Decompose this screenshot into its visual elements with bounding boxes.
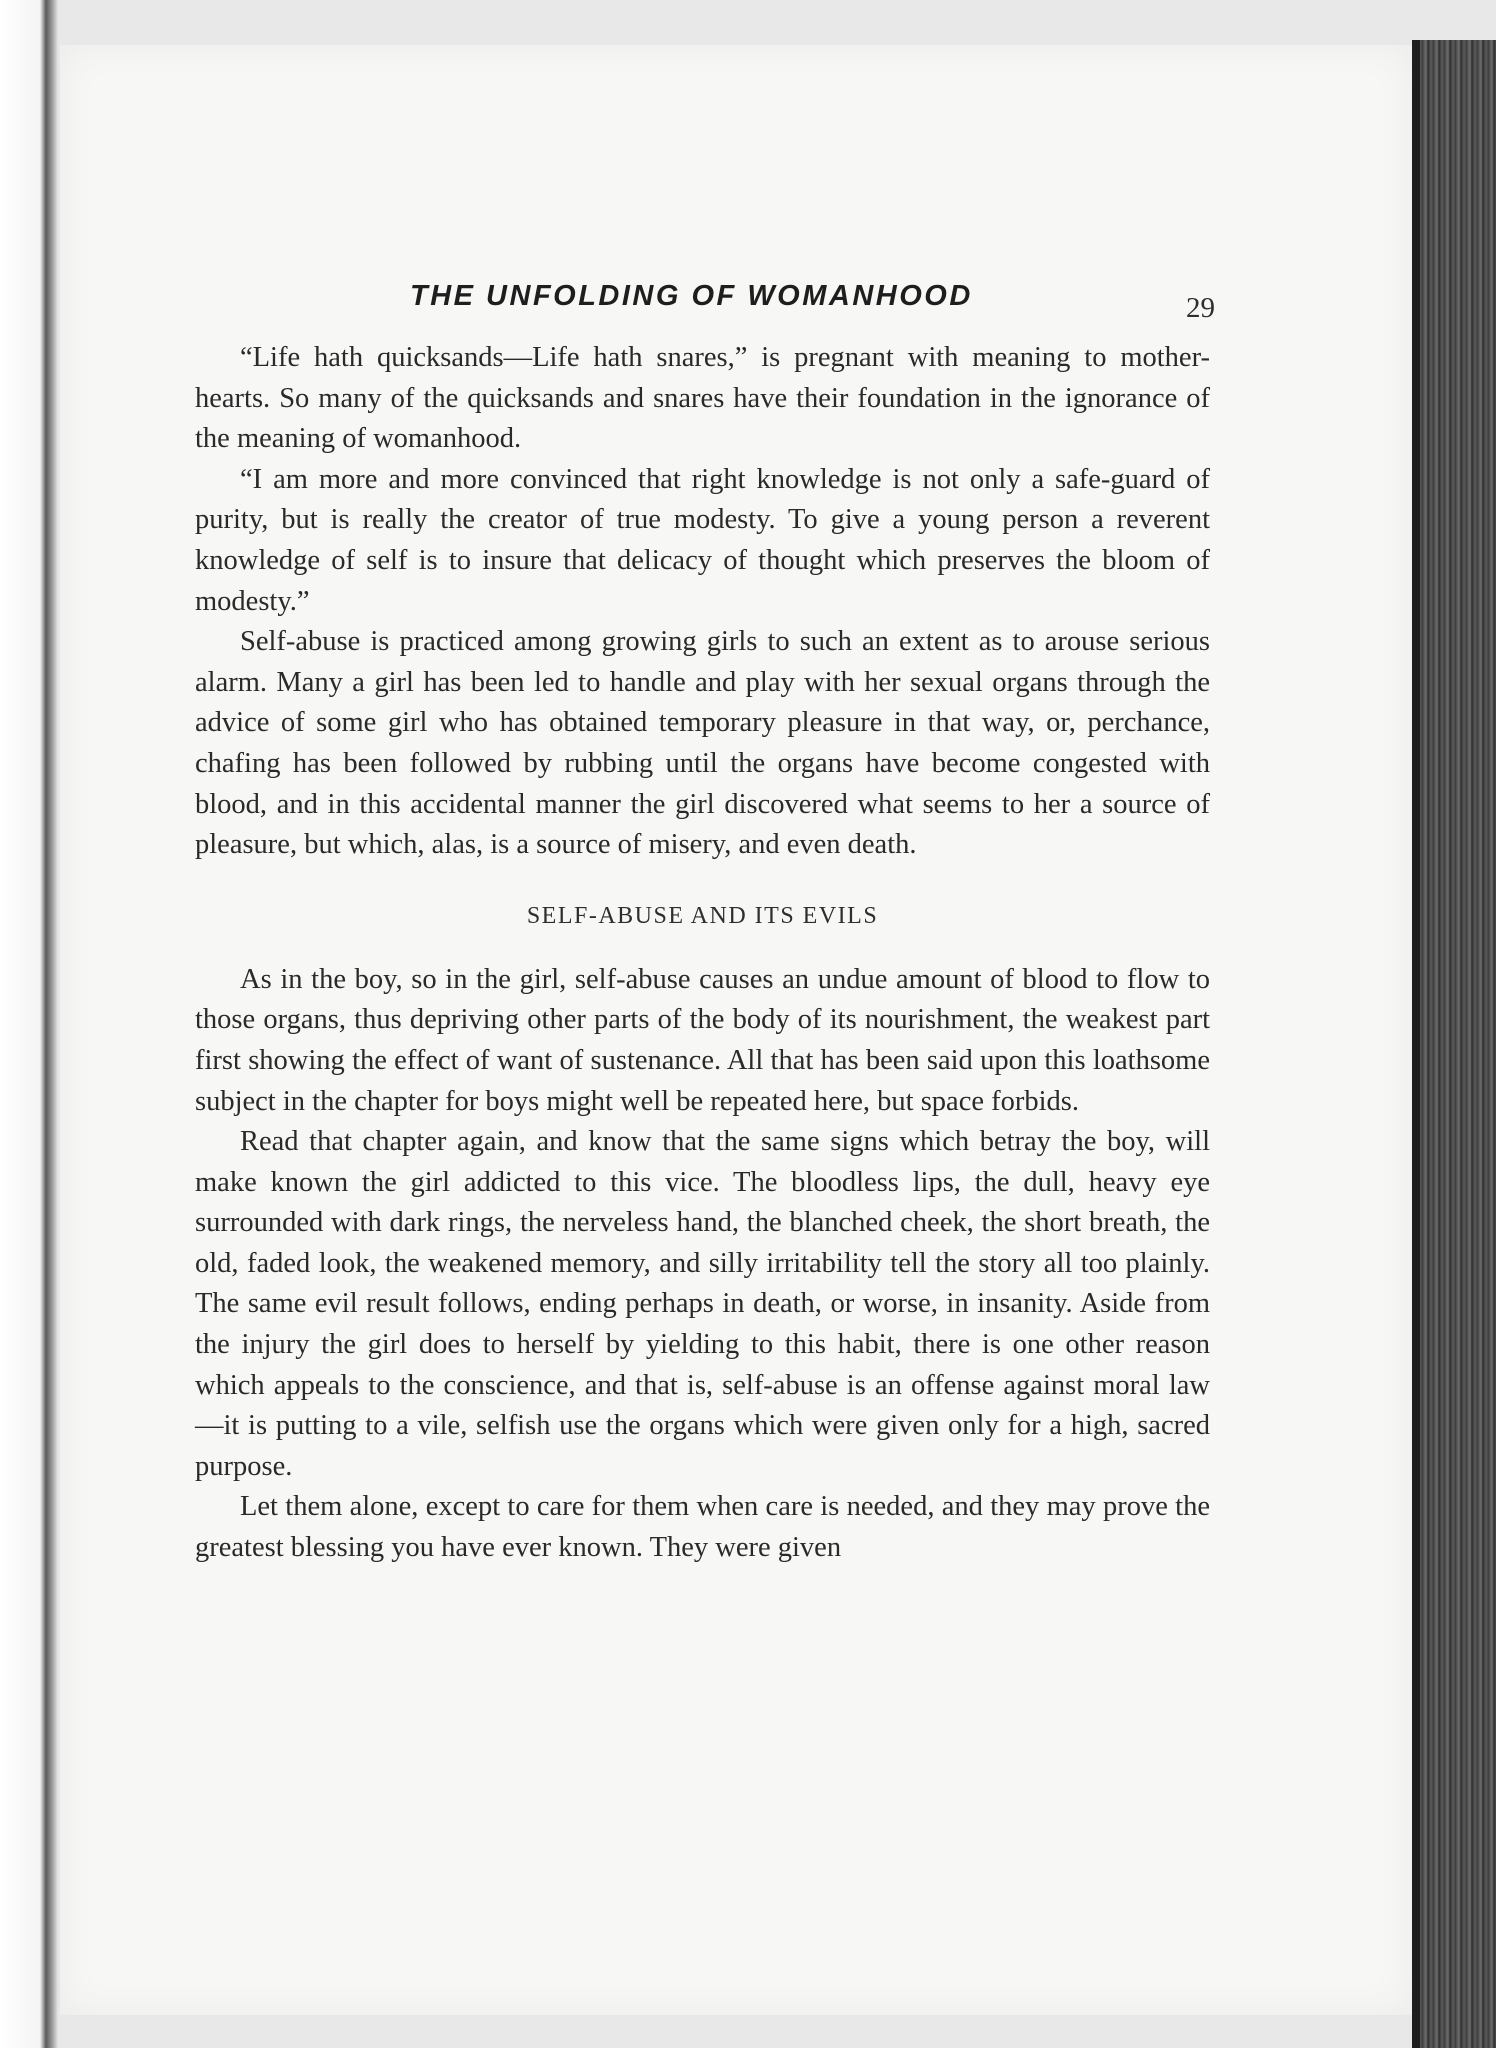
paragraph: As in the boy, so in the girl, self-abuse causes an undue amount of blood to flow to those organs, thus depriving other parts of the body of its nourishment, the weakest part first showing the effect of want of sustenance. All that has been said upon this loathsome subject in the chapter for boys might well be repeated here, but space forbids.	[195, 963, 1210, 1117]
paragraph: “I am more and more convinced that right knowledge is not only a safe-guard of purity, but is really the creator of true modesty. To give a young person a reverent knowledge of self is to insure that delicacy of thought which preserves the bloom of modesty.”	[195, 463, 1210, 617]
running-head	[195, 280, 1215, 330]
running-title: THE UNFOLDING OF WOMANHOOD	[410, 280, 973, 312]
page-number: 29	[1186, 292, 1215, 324]
paragraph: Let them alone, except to care for them when care is needed, and they may prove the greatest blessing you have ever known. They were given	[195, 1491, 1210, 1564]
section-heading: SELF-ABUSE AND ITS EVILS	[526, 902, 879, 929]
paragraph: Self-abuse is practiced among growing girls to such an extent as to arouse serious alarm. Many a girl has been led to handle and play with her sexual organs through the advice of some girl who has obtained temporary pleasure in that way, or, perchance, chafing has been followed by rubbing until the organs have become congested with blood, and in this accidental manner the girl discovered what seems to her a source of pleasure, but which, alas, is a source of misery, and even death.	[195, 626, 1210, 861]
book-page-edges	[1412, 40, 1496, 2048]
scan-left-margin	[0, 0, 60, 2048]
paragraph: “Life hath quicksands—Life hath snares,” is pregnant with meaning to mother-hearts. So many of the quicksands and snares have their foundation in the ignorance of the meaning of womanhood.	[195, 342, 1210, 455]
page-content	[195, 280, 1215, 1569]
paragraph: Read that chapter again, and know that the same signs which betray the boy, will make known the girl addicted to this vice. The bloodless lips, the dull, heavy eye surrounded with dark rings, the nerveless hand, the blanched cheek, the short breath, the old, faded look, the weakened memory, and silly irritability tell the story all too plainly. The same evil result follows, ending perhaps in death, or worse, in insanity. Aside from the injury the girl does to herself by yielding to this habit, there is one other reason which appeals to the conscience, and that is, self-abuse is an offense against moral law—it is putting to a vile, selfish use the organs which were given only for a high, sacred purpose.	[195, 1126, 1210, 1482]
